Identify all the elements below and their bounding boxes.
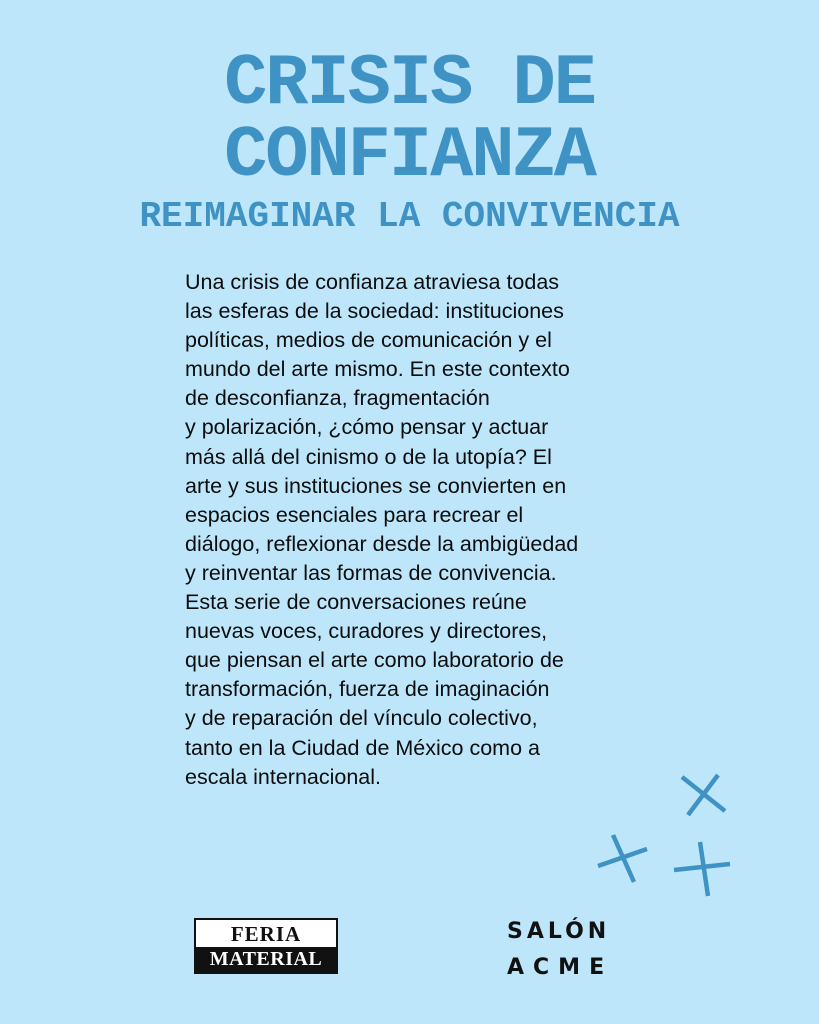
body-line: y de reparación del vínculo colectivo, xyxy=(185,706,538,731)
body-paragraph xyxy=(185,268,655,792)
cross-mark-icon xyxy=(598,835,647,882)
body-line: transformación, fuerza de imaginación xyxy=(185,677,550,702)
body-line: espacios esenciales para recrear el xyxy=(185,502,524,527)
body-line: más allá del cinismo o de la utopía? El xyxy=(185,444,552,469)
salon-logo-line-1: SALÓN xyxy=(507,919,611,944)
cross-mark-icon xyxy=(682,775,725,815)
title-line-1: CRISIS DE xyxy=(224,43,595,125)
body-line: tanto en la Ciudad de México como a xyxy=(185,735,540,760)
cross-mark-icon xyxy=(674,842,730,896)
feria-material-logo xyxy=(194,918,338,974)
title-line-2: CONFIANZA xyxy=(224,115,595,197)
subtitle: REIMAGINAR LA CONVIVENCIA xyxy=(139,196,680,237)
body-line: escala internacional. xyxy=(185,764,382,789)
body-line: nuevas voces, curadores y directores, xyxy=(185,619,548,644)
body-line: políticas, medios de comunicación y el xyxy=(185,328,552,353)
salon-logo-line-2: ACME xyxy=(507,955,614,980)
body-line: Una crisis de confianza atraviesa todas xyxy=(185,270,560,294)
body-line: mundo del arte mismo. En este contexto xyxy=(185,357,570,382)
body-line: arte y sus instituciones se convierten en xyxy=(185,473,567,498)
body-line: diálogo, reflexionar desde la ambigüedad xyxy=(185,531,579,556)
body-line: y polarización, ¿cómo pensar y actuar xyxy=(185,415,549,440)
body-line: de desconfianza, fragmentación xyxy=(185,386,490,411)
body-line: las esferas de la sociedad: instituciones xyxy=(185,299,564,324)
feria-logo-top: FERIA xyxy=(230,922,302,946)
body-line: Esta serie de conversaciones reúne xyxy=(185,590,527,615)
salon-acme-logo xyxy=(507,914,613,986)
feria-logo-bottom: MATERIAL xyxy=(196,947,336,972)
body-line: que piensan el arte como laboratorio de xyxy=(185,648,564,673)
body-line: y reinventar las formas de convivencia. xyxy=(185,560,557,585)
